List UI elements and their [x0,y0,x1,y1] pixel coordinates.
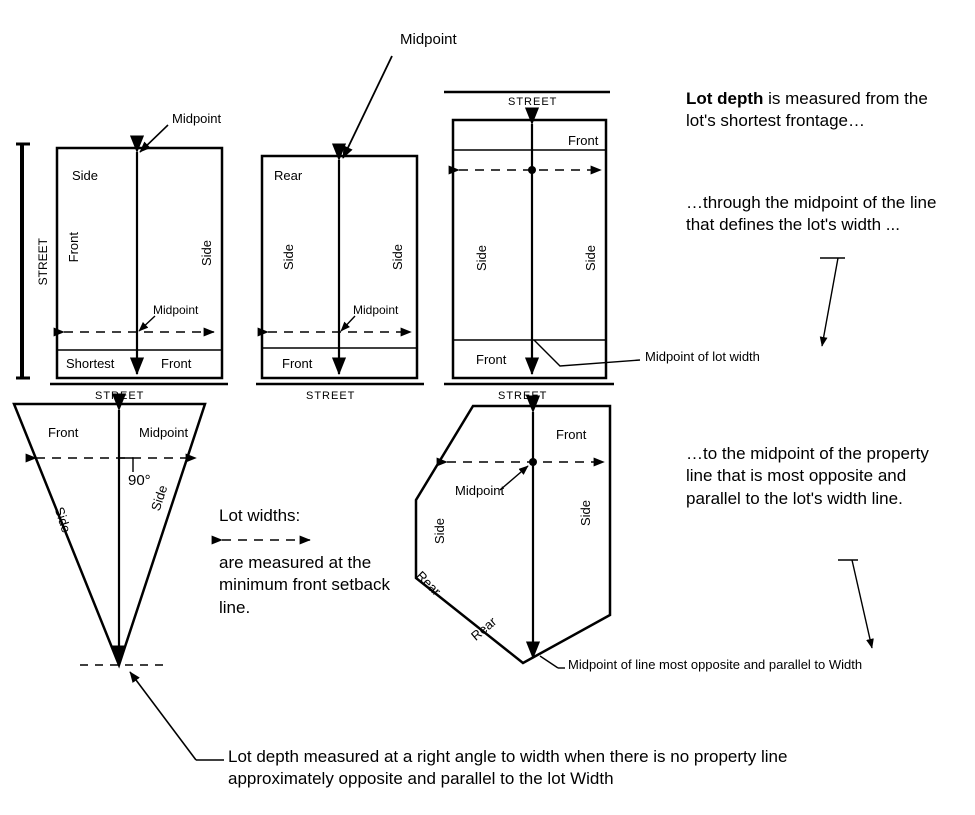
lot2-right-label: Side [390,244,405,271]
midpoint-opposite-callout: Midpoint of line most opposite and parallel to Width [568,657,863,672]
lot-widths-body: are measured at the minimum front setback line. [219,553,390,617]
lot3-right-label: Side [583,245,598,272]
midpoint-leader-1b [139,316,155,331]
midpoint-label-1b: Midpoint [153,303,199,317]
midpoint-dot-5 [529,458,537,466]
bottom-note-leader [130,672,196,760]
street-label-vertical: STREET [36,238,50,286]
note-midpoint-width: …through the midpoint of the line that defines the lot's width ... [686,193,937,235]
lot1-top-label: Side [72,168,99,183]
lot3-bottom-label: Front [476,352,507,367]
lot5-right-label: Side [578,500,593,527]
lot5-top-right-label: Front [556,427,587,442]
angle-label-4: 90° [128,472,151,489]
note-lot-depth [686,88,936,133]
midpoint-label-2: Midpoint [400,31,457,48]
annotation-leader-3 [852,560,872,648]
midpoint-leader-5 [500,466,528,490]
note-lot-depth-bold: Lot depth [686,89,764,108]
lot-widths-title: Lot widths: [219,506,301,525]
lot5-rear-label-2: Rear [468,613,500,644]
lot3-left-label: Side [474,245,489,272]
midpoint-label-2b: Midpoint [353,303,399,317]
street-label-2: STREET [306,390,356,402]
street-label-3-bottom: STREET [498,390,548,402]
midpoint-label-5: Midpoint [455,483,505,498]
midpoint-dot-3 [528,166,536,174]
lot5-left-label: Side [432,518,447,545]
lot2-bottom-label: Front [282,356,313,371]
lot2-top-label: Rear [274,168,303,183]
callout-leader-3 [534,340,640,366]
lot-triangle-4 [14,404,205,665]
midpoint-leader-2b [341,316,355,331]
lot3-top-right-label: Front [568,133,599,148]
street-label-1: STREET [95,390,145,402]
lot5-rear-label: Rear [413,568,444,599]
midpoint-label-1: Midpoint [172,111,222,126]
lot1-right-label: Side [199,240,214,267]
lot4-top-label: Front [48,425,79,440]
midpoint-leader-2 [343,56,392,158]
street-label-3-top: STREET [508,96,558,108]
lot1-left-label: Front [66,232,81,263]
midpoint-label-4: Midpoint [139,425,189,440]
note-midpoint-opposite: …to the midpoint of the property line that is most opposite and parallel to the lot's width line. [686,444,929,508]
lot2-left-label: Side [281,244,296,271]
note-lot-depth-rest: is measured from the lot's shortest frontage… [686,89,928,131]
callout-leader-5 [540,656,558,668]
lot1-bottom-right-label: Front [161,356,192,371]
annotation-leader-2 [822,258,838,346]
bottom-note: Lot depth measured at a right angle to width when there is no property line approximately opposite and parallel to the lot Width [228,747,788,789]
lot4-left-label: Side [51,505,75,535]
midpoint-of-lot-width-callout: Midpoint of lot width [645,349,760,364]
lot1-bottom-left-label: Shortest [66,356,115,371]
lot4-right-label: Side [148,483,171,513]
